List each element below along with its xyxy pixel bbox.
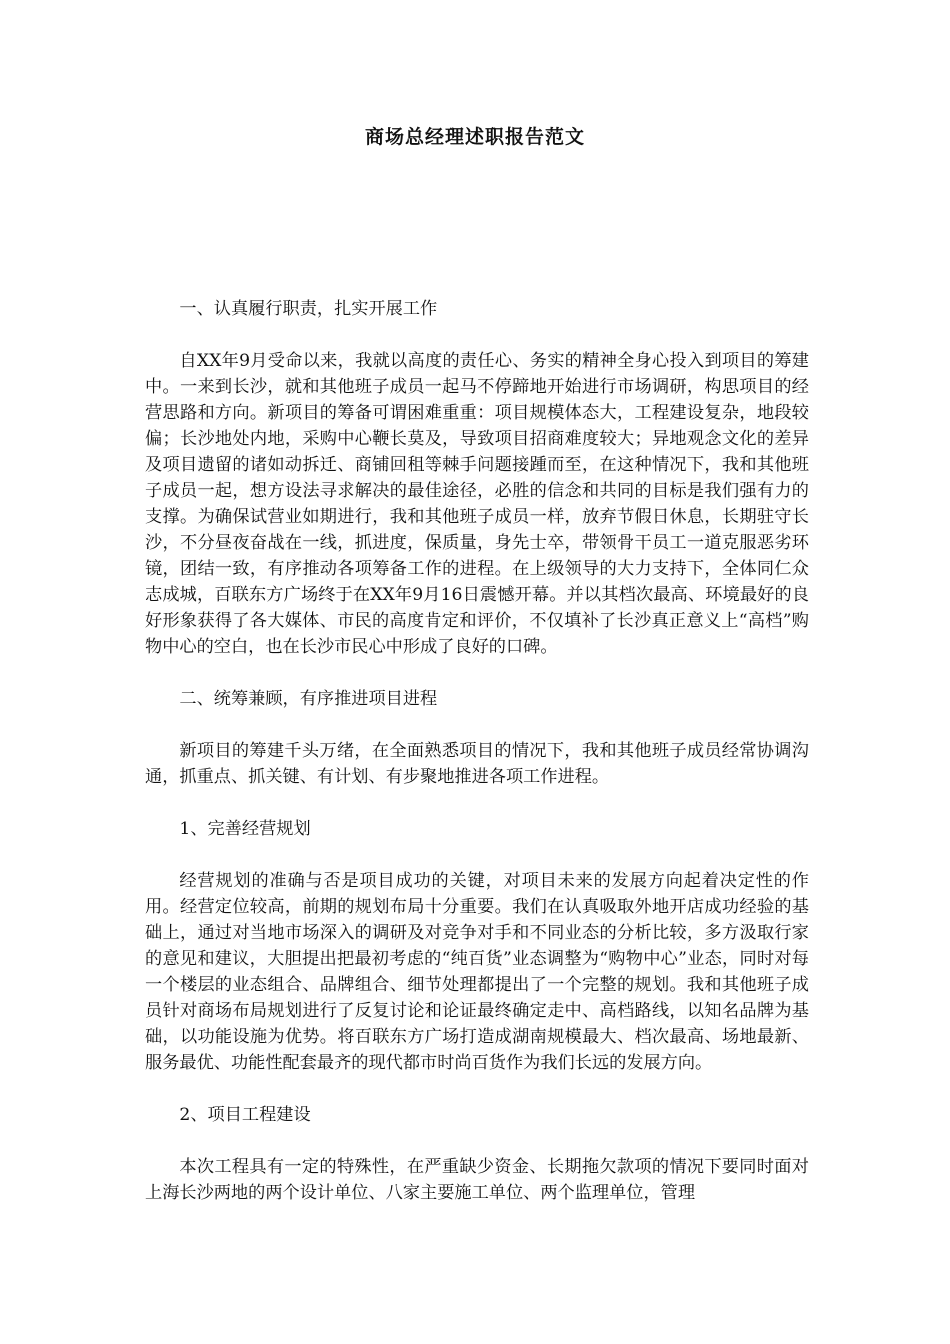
section-heading-1: 一、认真履行职责，扎实开展工作 — [179, 299, 438, 319]
paragraph: 经营规划的准确与否是项目成功的关键，对项目未来的发展方向起着决定性的作用。经营定位较高，前期的规划布局十分重要。我们在认真吸取外地开店成功经验的基础上，通过对当地市场深入的调研及对竞争对手和不同业态的分析比较，多方汲取行家的意见和建议，大胆提出把最初考虑的“纯百货”业态调整为“购物中心”业态，同时对每一个楼层的业态组合、品牌组合、细节处理都提出了一个完整的规划。我和其他班子成员针对商场布局规划进行了反复讨论和论证最终确定走中、高档路线，以知名品牌为基础，以功能设施为优势。将百联东方广场打造成湖南规模最大、档次最高、场地最新、服务最优、功能性配套最齐的现代都市时尚百货作为我们长远的发展方向。 — [145, 871, 809, 1073]
paragraph: 新项目的筹建千头万绪，在全面熟悉项目的情况下，我和其他班子成员经常协调沟通，抓重点、抓关键、有计划、有步聚地推进各项工作进程。 — [145, 741, 809, 787]
subsection-heading-1: 1、完善经营规划 — [179, 819, 311, 839]
subsection-heading-2: 2、项目工程建设 — [179, 1105, 311, 1125]
document-body — [145, 296, 809, 1232]
paragraph: 本次工程具有一定的特殊性，在严重缺少资金、长期拖欠款项的情况下要同时面对上海长沙两地的两个设计单位、八家主要施工单位、两个监理单位，管理 — [145, 1157, 809, 1203]
section-heading-2: 二、统筹兼顾，有序推进项目进程 — [179, 689, 438, 709]
paragraph: 自XX年9月受命以来，我就以高度的责任心、务实的精神全身心投入到项目的筹建中。一来到长沙，就和其他班子成员一起马不停蹄地开始进行市场调研，构思项目的经营思路和方向。新项目的筹备可谓困难重重：项目规模体态大，工程建设复杂，地段较偏；长沙地处内地，采购中心鞭长莫及，导致项目招商难度较大；异地观念文化的差异及项目遗留的诸如动拆迁、商铺回租等棘手问题接踵而至，在这种情况下，我和其他班子成员一起，想方设法寻求解决的最佳途径，必胜的信念和共同的目标是我们强有力的支撑。为确保试营业如期进行，我和其他班子成员一样，放弃节假日休息，长期驻守长沙，不分昼夜奋战在一线，抓进度，保质量，身先士卒，带领骨干员工一道克服恶劣环镜，团结一致，有序推动各项筹备工作的进程。在上级领导的大力支持下，全体同仁众志成城，百联东方广场终于在XX年9月16日震憾开幕。并以其档次最高、环境最好的良好形象获得了各大媒体、市民的高度肯定和评价，不仅填补了长沙真正意义上“高档”购物中心的空白，也在长沙市民心中形成了良好的口碑。 — [145, 351, 809, 657]
document-title: 商场总经理述职报告范文 — [364, 126, 585, 148]
